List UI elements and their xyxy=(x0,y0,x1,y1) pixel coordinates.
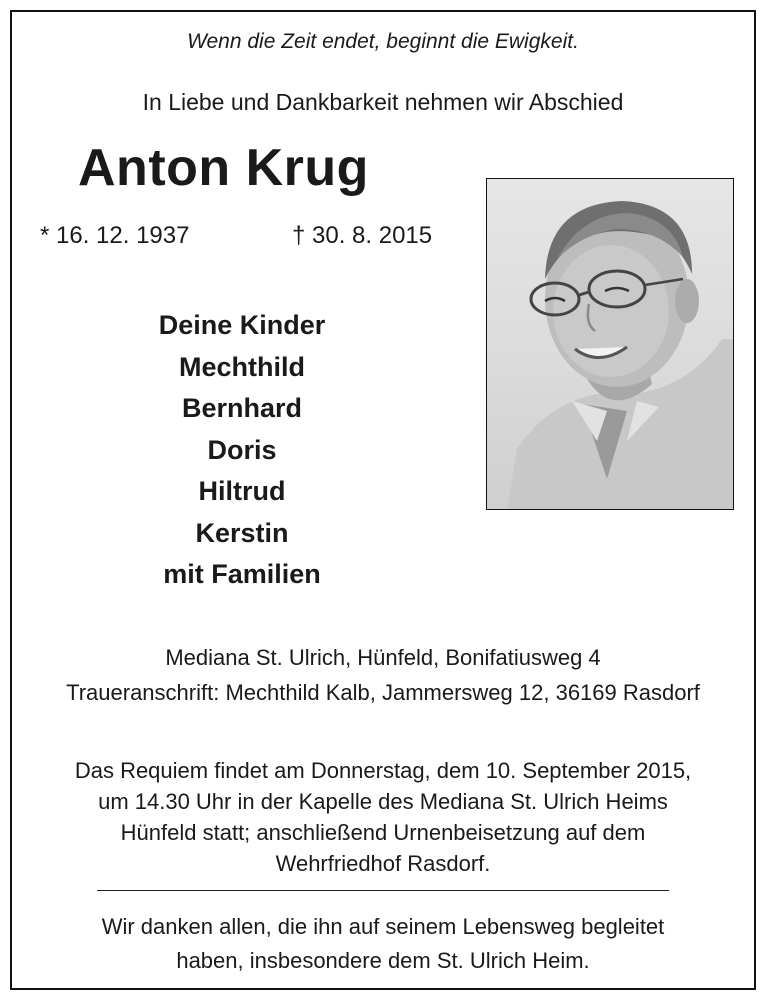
death-date: † 30. 8. 2015 xyxy=(292,222,433,249)
requiem-line: Hünfeld statt; anschließend Urnenbeisetzung auf dem xyxy=(120,820,646,845)
divider-line xyxy=(97,890,669,891)
family-line: mit Familien xyxy=(163,559,321,589)
deceased-name: Anton Krug xyxy=(78,139,369,197)
family-list xyxy=(92,305,392,596)
portrait-illustration xyxy=(487,179,734,510)
address-line-2: Traueranschrift: Mechthild Kalb, Jammersweg 12, 36169 Rasdorf xyxy=(66,680,700,705)
intro-text: In Liebe und Dankbarkeit nehmen wir Abschied xyxy=(142,89,624,115)
family-line: Kerstin xyxy=(195,517,289,548)
motto-text: Wenn die Zeit endet, beginnt die Ewigkeit. xyxy=(187,30,579,53)
thanks-line: haben, insbesondere dem St. Ulrich Heim. xyxy=(176,948,590,973)
thanks-paragraph xyxy=(0,910,766,978)
requiem-paragraph xyxy=(0,755,766,879)
family-line: Hiltrud xyxy=(198,476,286,506)
address-line-1: Mediana St. Ulrich, Hünfeld, Bonifatiusweg 4 xyxy=(165,645,601,670)
requiem-line: um 14.30 Uhr in der Kapelle des Mediana St. Ulrich Heims xyxy=(98,789,668,814)
thanks-line: Wir danken allen, die ihn auf seinem Lebensweg begleitet xyxy=(101,914,665,939)
birth-date: * 16. 12. 1937 xyxy=(40,222,190,249)
requiem-line: Das Requiem findet am Donnerstag, dem 10. September 2015, xyxy=(74,758,692,783)
family-line: Mechthild xyxy=(179,351,305,382)
family-line: Deine Kinder xyxy=(158,310,326,340)
portrait-photo xyxy=(486,178,734,510)
requiem-line: Wehrfriedhof Rasdorf. xyxy=(275,851,491,876)
family-line: Doris xyxy=(207,434,277,465)
family-line: Bernhard xyxy=(181,393,303,423)
